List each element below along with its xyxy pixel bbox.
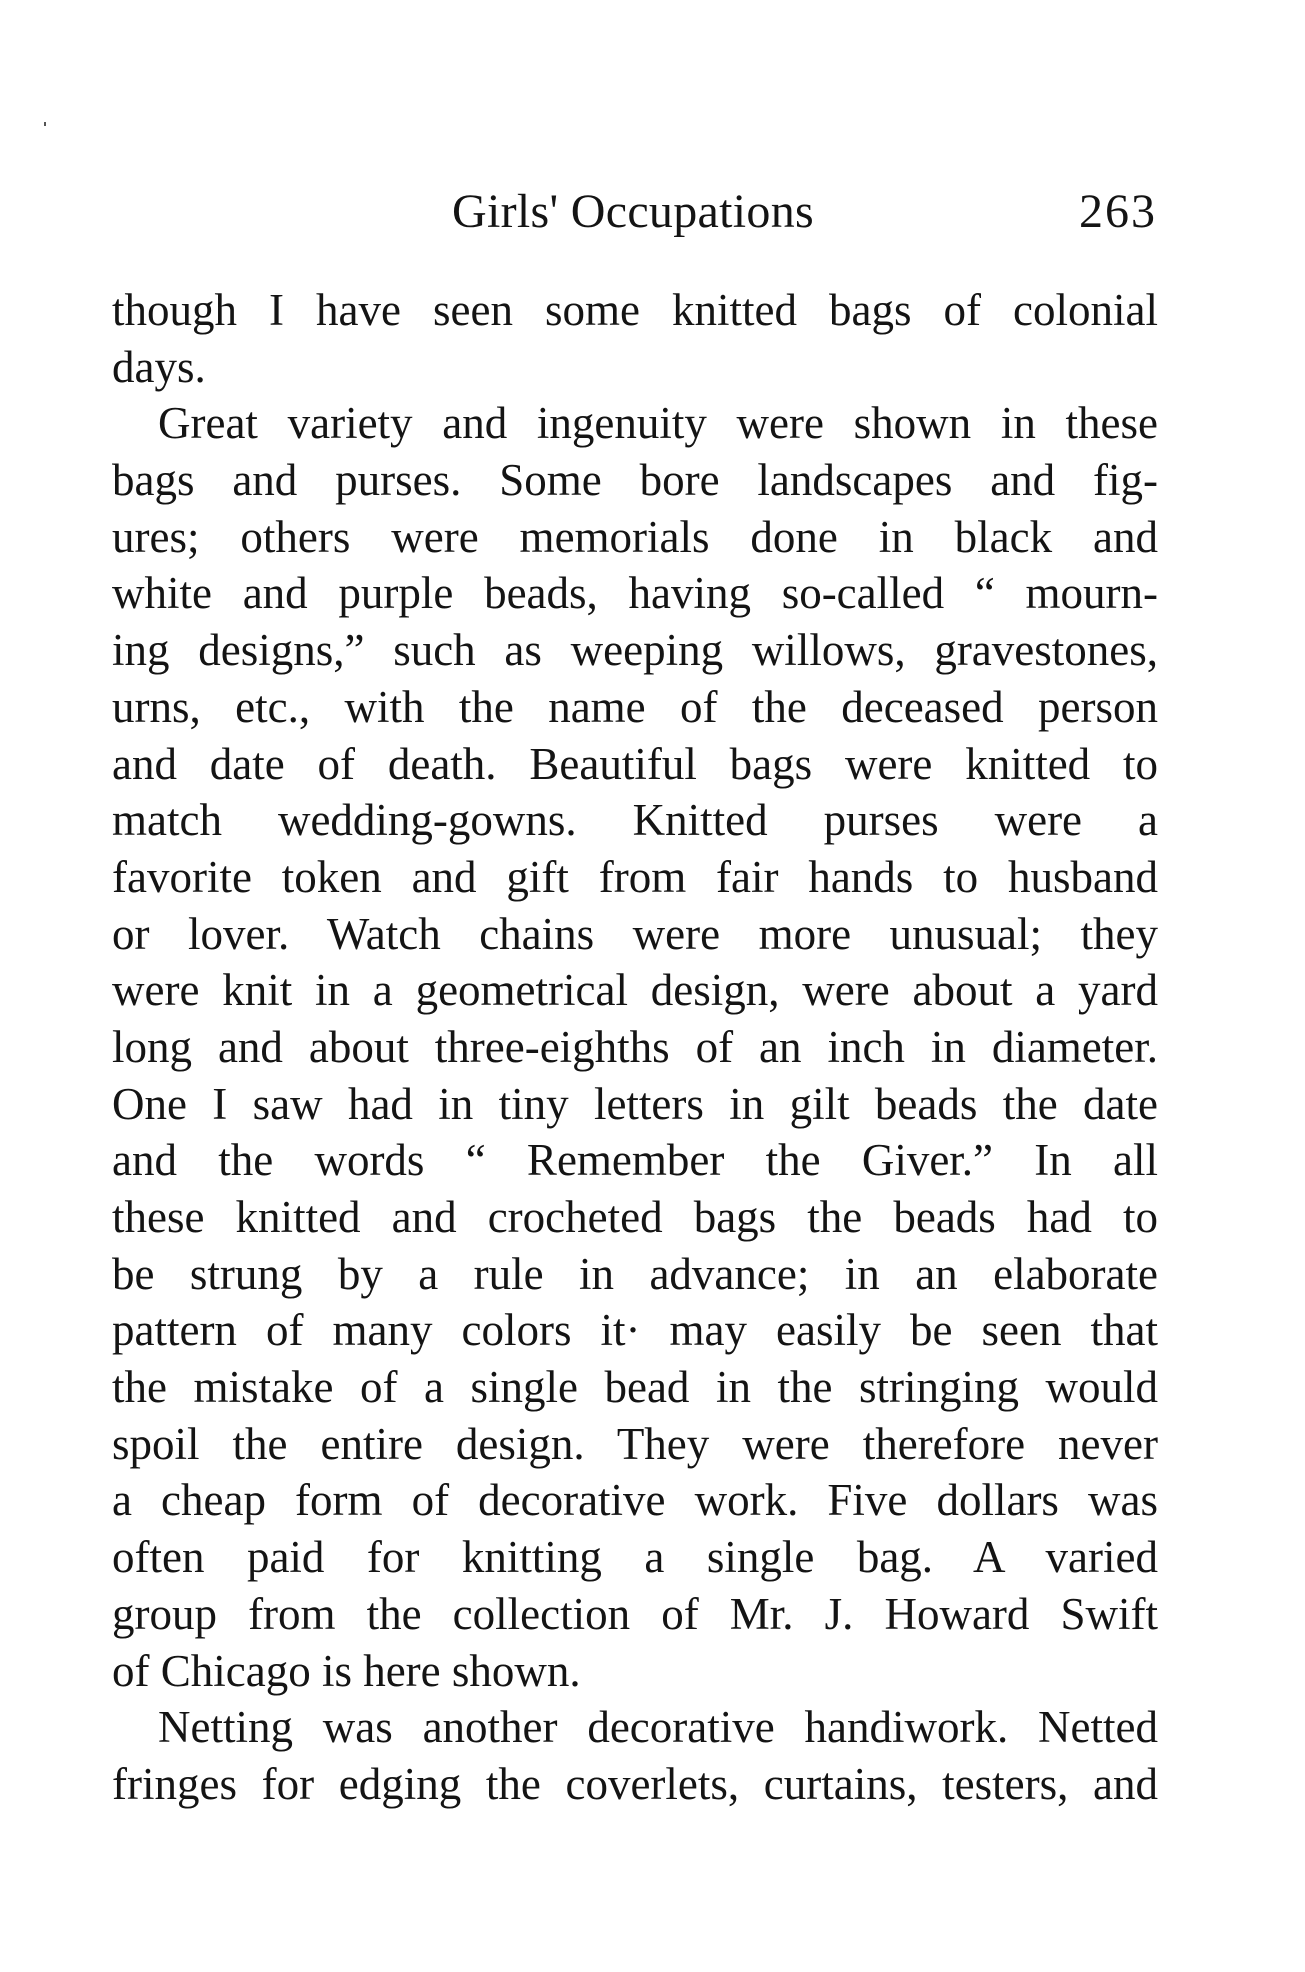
text-line: fringes for edging the coverlets, curtains, testers, and [112, 1758, 1158, 1809]
text-line: favorite token and gift from fair hands to husband [112, 851, 1158, 902]
paragraph-start-line: Netting was another decorative handiwork. Netted [158, 1702, 1158, 1753]
paragraph-start-line: Great variety and ingenuity were shown in these [158, 398, 1158, 449]
text-line: One I saw had in tiny letters in gilt beads the date [112, 1078, 1158, 1129]
text-line: spoil the entire design. They were therefore never [112, 1418, 1158, 1469]
text-line: ures; others were memorials done in black and [112, 511, 1158, 562]
running-title: Girls' Occupations [452, 185, 814, 238]
text-line: or lover. Watch chains were more unusual; they [112, 908, 1158, 959]
text-line: urns, etc., with the name of the deceased person [112, 681, 1158, 732]
body-text [112, 282, 1158, 1813]
text-line: long and about three-eighths of an inch in diameter. [112, 1021, 1158, 1072]
text-line: match wedding-gowns. Knitted purses were a [112, 795, 1158, 846]
text-line: ing designs,” such as weeping willows, gravestones, [112, 625, 1158, 676]
text-line: be strung by a rule in advance; in an elaborate [112, 1248, 1158, 1299]
text-line: days. [112, 341, 206, 392]
text-line: and the words “ Remember the Giver.” In all [112, 1135, 1158, 1186]
text-line: group from the collection of Mr. J. Howard Swift [112, 1588, 1158, 1639]
text-line: pattern of many colors it· may easily be seen that [112, 1305, 1158, 1356]
page-number: 263 [1079, 185, 1157, 238]
text-line: though I have seen some knitted bags of colonial [112, 285, 1158, 335]
text-line: white and purple beads, having so-called “ mourn- [112, 568, 1158, 619]
text-line: were knit in a geometrical design, were about a yard [112, 965, 1158, 1016]
text-line: these knitted and crocheted bags the beads had to [112, 1192, 1158, 1242]
text-line: and date of death. Beautiful bags were knitted to [112, 738, 1158, 789]
text-line: bags and purses. Some bore landscapes and fig- [112, 455, 1158, 506]
page-header [112, 182, 1157, 242]
text-line: of Chicago is here shown. [112, 1645, 581, 1696]
text-line: often paid for knitting a single bag. A varied [112, 1532, 1158, 1583]
text-line: the mistake of a single bead in the stringing would [112, 1362, 1158, 1413]
scan-speck [44, 122, 46, 126]
text-line: a cheap form of decorative work. Five dollars was [112, 1475, 1158, 1526]
